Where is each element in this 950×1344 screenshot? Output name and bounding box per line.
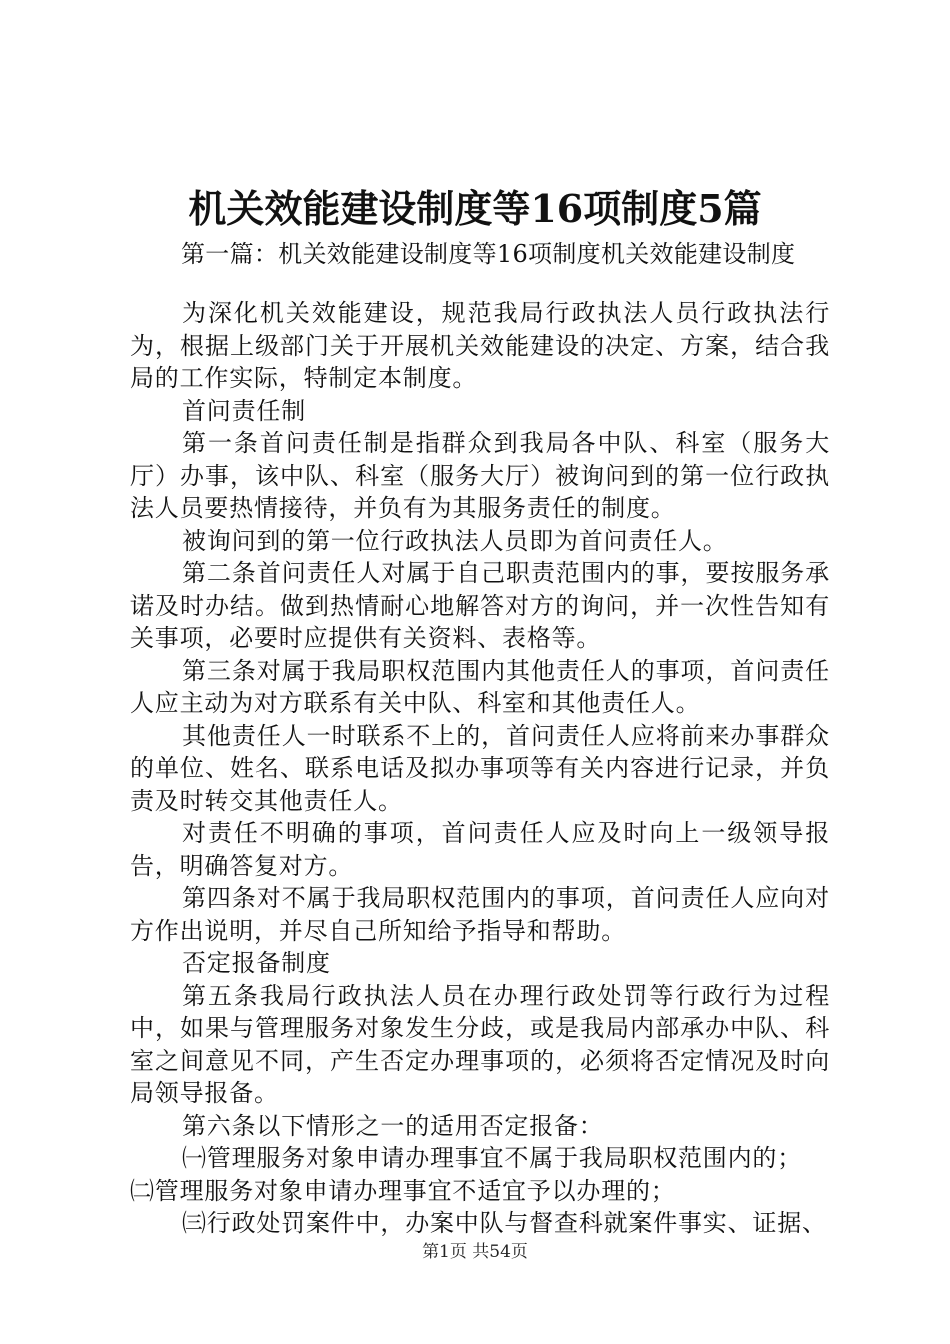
document-subtitle: 第一篇：机关效能建设制度等16项制度机关效能建设制度	[181, 240, 796, 268]
paragraph-article-2: 第二条首问责任人对属于自己职责范围内的事，要按服务承诺及时办结。做到热情耐心地解答对方的询问，并一次性告知有关事项，必要时应提供有关资料、表格等。	[130, 559, 830, 652]
document-title: 机关效能建设制度等16项制度5篇	[188, 186, 762, 231]
paragraph-first-responsible: 被询问到的第一位行政执法人员即为首问责任人。	[182, 526, 728, 555]
paragraph-article-3: 第三条对属于我局职权范围内其他责任人的事项，首问责任人应主动为对方联系有关中队、科室和其他责任人。	[130, 656, 830, 717]
list-item-2: ㈡管理服务对象申请办理事宜不适宜予以办理的；	[130, 1176, 676, 1205]
page-footer: 第1页 共54页	[422, 1242, 528, 1262]
paragraph-article-6: 第六条以下情形之一的适用否定报备：	[182, 1111, 604, 1140]
list-item-1: ㈠管理服务对象申请办理事宜不属于我局职权范围内的；	[182, 1144, 802, 1172]
section-heading-first-inquiry: 首问责任制	[182, 396, 306, 425]
paragraph-article-5: 第五条我局行政执法人员在办理行政处罚等行政行为过程中，如果与管理服务对象发生分歧，或是我局内部承办中队、科室之间意见不同，产生否定办理事项的，必须将否定情况及时向局领导报备。	[130, 981, 830, 1107]
list-item-3: ㈢行政处罚案件中，办案中队与督查科就案件事实、证据、	[182, 1209, 827, 1237]
paragraph-unclear-responsibility: 对责任不明确的事项，首问责任人应及时向上一级领导报告，明确答复对方。	[130, 819, 830, 880]
paragraph-intro: 为深化机关效能建设，规范我局行政执法人员行政执法行为，根据上级部门关于开展机关效能建设的决定、方案，结合我局的工作实际，特制定本制度。	[130, 299, 830, 392]
paragraph-other-responsible: 其他责任人一时联系不上的，首问责任人应将前来办事群众的单位、姓名、联系电话及拟办事项等有关内容进行记录，并负责及时转交其他责任人。	[130, 721, 830, 815]
paragraph-article-4: 第四条对不属于我局职权范围内的事项，首问责任人应向对方作出说明，并尽自己所知给予指导和帮助。	[130, 884, 830, 945]
paragraph-article-1: 第一条首问责任制是指群众到我局各中队、科室（服务大厅）办事，该中队、科室（服务大厅）被询问到的第一位行政执法人员要热情接待，并负有为其服务责任的制度。	[130, 429, 830, 522]
section-heading-negative-report: 否定报备制度	[182, 949, 331, 977]
document-body	[130, 297, 830, 1240]
